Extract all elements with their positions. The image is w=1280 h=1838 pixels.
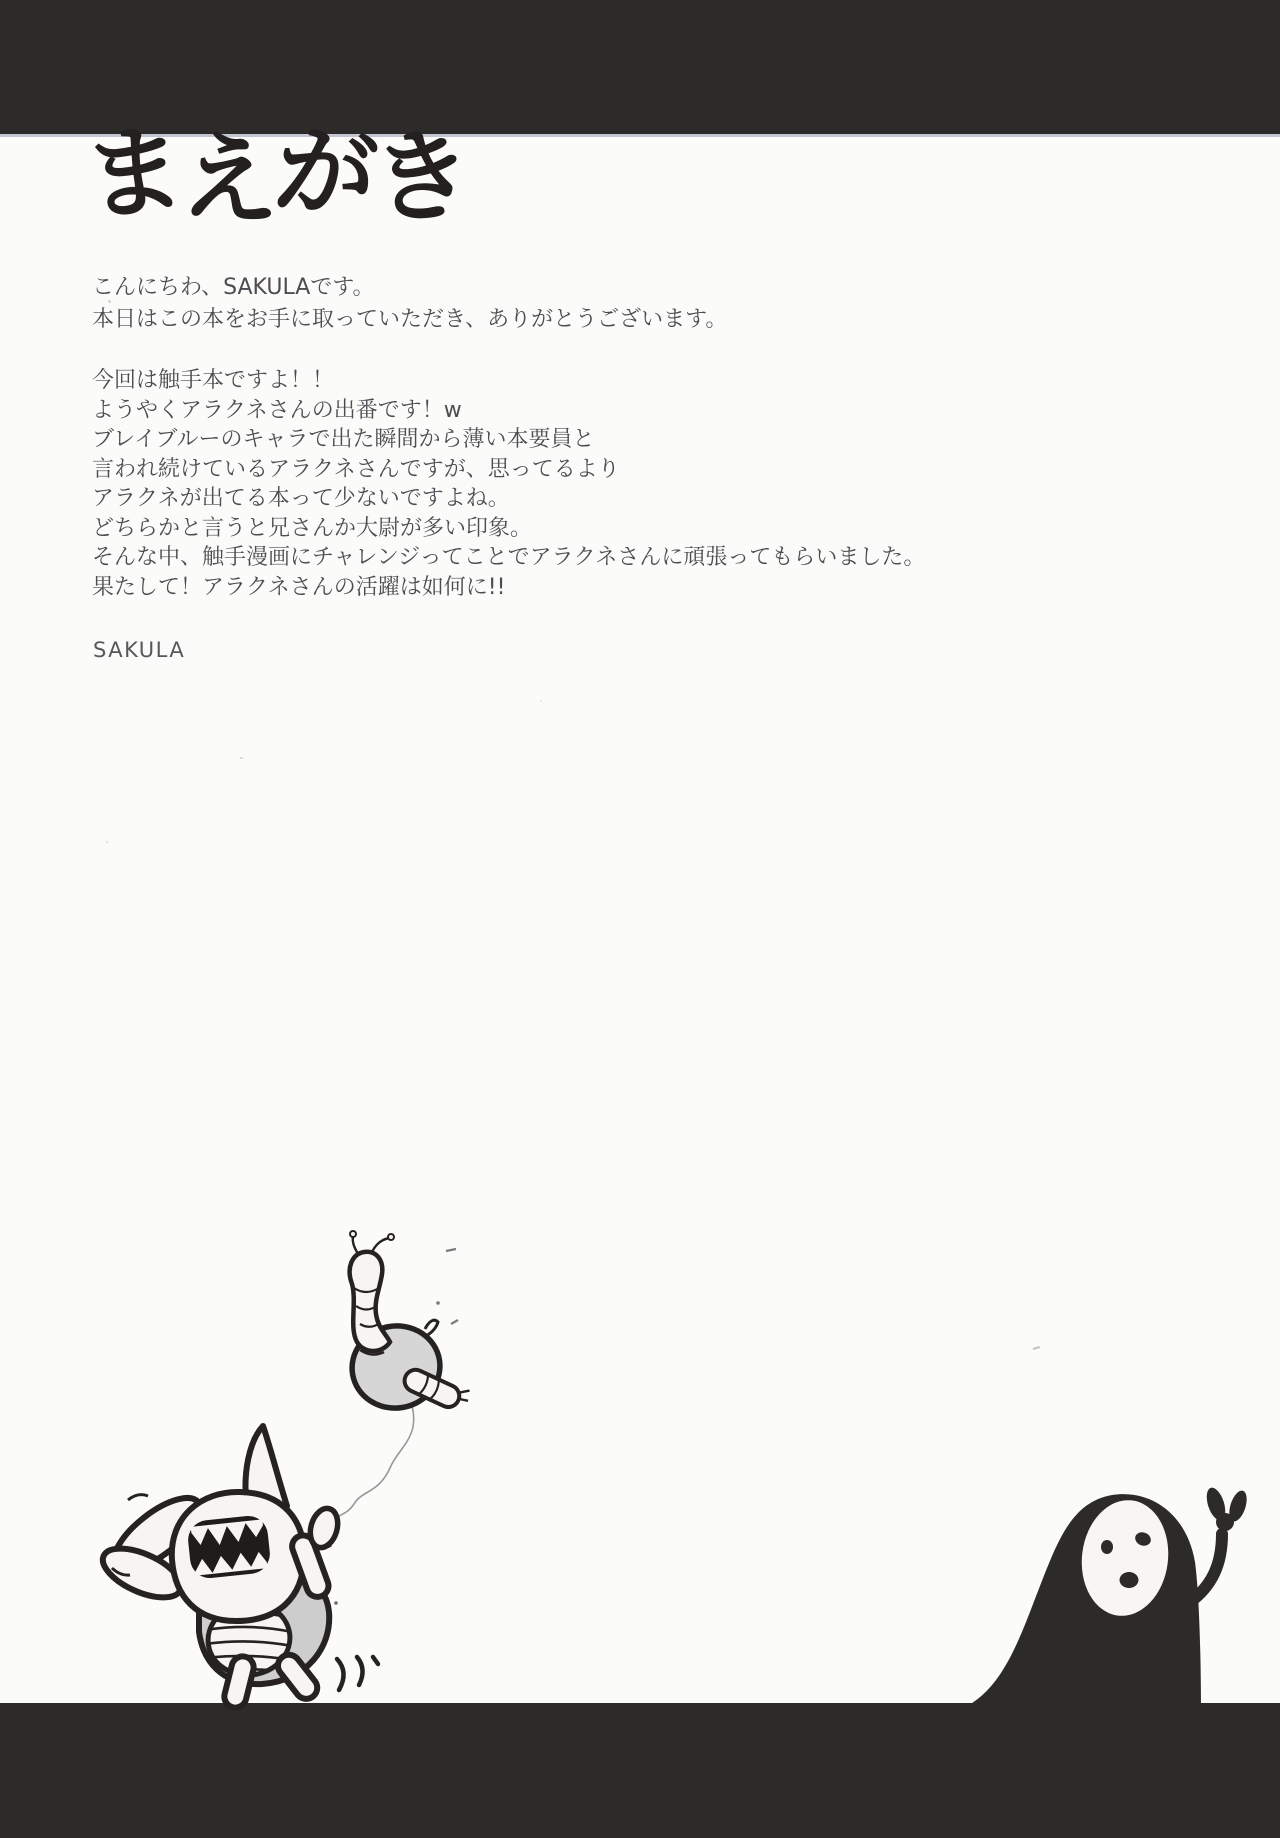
title-char: き [368,115,473,240]
scan-speck [1033,1347,1040,1349]
bottom-illustration [0,1230,1280,1838]
foreword-line: アラクネが出てる本って少ないですよね。 [92,486,510,511]
foreword-line: どちらかと言うと兄さんか大尉が多い印象。 [92,515,533,541]
scan-speck [108,300,111,303]
larva-antenna [353,1236,358,1254]
foreword-line: 言われ続けているアラクネさんですが、思ってるより [92,456,620,482]
blob-antenna-nub [425,1320,438,1336]
author-signature: SAKULA [93,638,186,662]
title-char: ま [79,111,186,236]
foreword-line: 果たして！アラクネさんの活躍は如何に!! [92,574,506,600]
ghost-mouth [1120,1572,1139,1588]
foreword-line: ブレイブルーのキャラで出た瞬間から薄い本要員と [92,427,595,452]
monster-mouth [186,1514,272,1580]
antenna-knob [350,1231,356,1237]
title-char: え [177,119,278,240]
foreword-line: ようやくアラクネさんの出番です！w [92,397,462,423]
title-char: が [269,109,379,238]
foreword-line: そんな中、触手漫画にチャレンジってことでアラクネさんに頑張ってもらいました。 [92,545,926,570]
monster-finger [306,1505,342,1551]
foreword-line: 今回は触手本ですよ！！ [92,368,335,393]
top-black-band [0,0,1280,137]
ghost-eye [1101,1540,1113,1554]
foreword-line: 本日はこの本をお手に取っていただき、ありがとうございます。 [92,307,728,332]
balloon-creature-illustration [334,1231,472,1522]
foreword-paragraph [92,366,925,602]
larva [350,1231,394,1355]
motion-marks [337,1657,378,1690]
ghost-illustration [946,1347,1250,1714]
page-title [79,109,473,240]
fly-speck [446,1249,458,1324]
greeting-paragraph [92,272,727,336]
larva-antenna [372,1238,390,1252]
scan-speck [540,700,542,702]
scan-speck [106,841,108,843]
foreword-line: こんにちわ、SAKULAです。 [92,275,375,300]
balloon-string [334,1406,414,1522]
monster-illustration [96,1426,378,1710]
scan-speck [334,1601,338,1605]
fly-speck [436,1301,440,1305]
antenna-knob [388,1234,394,1240]
scan-speck [240,757,243,759]
